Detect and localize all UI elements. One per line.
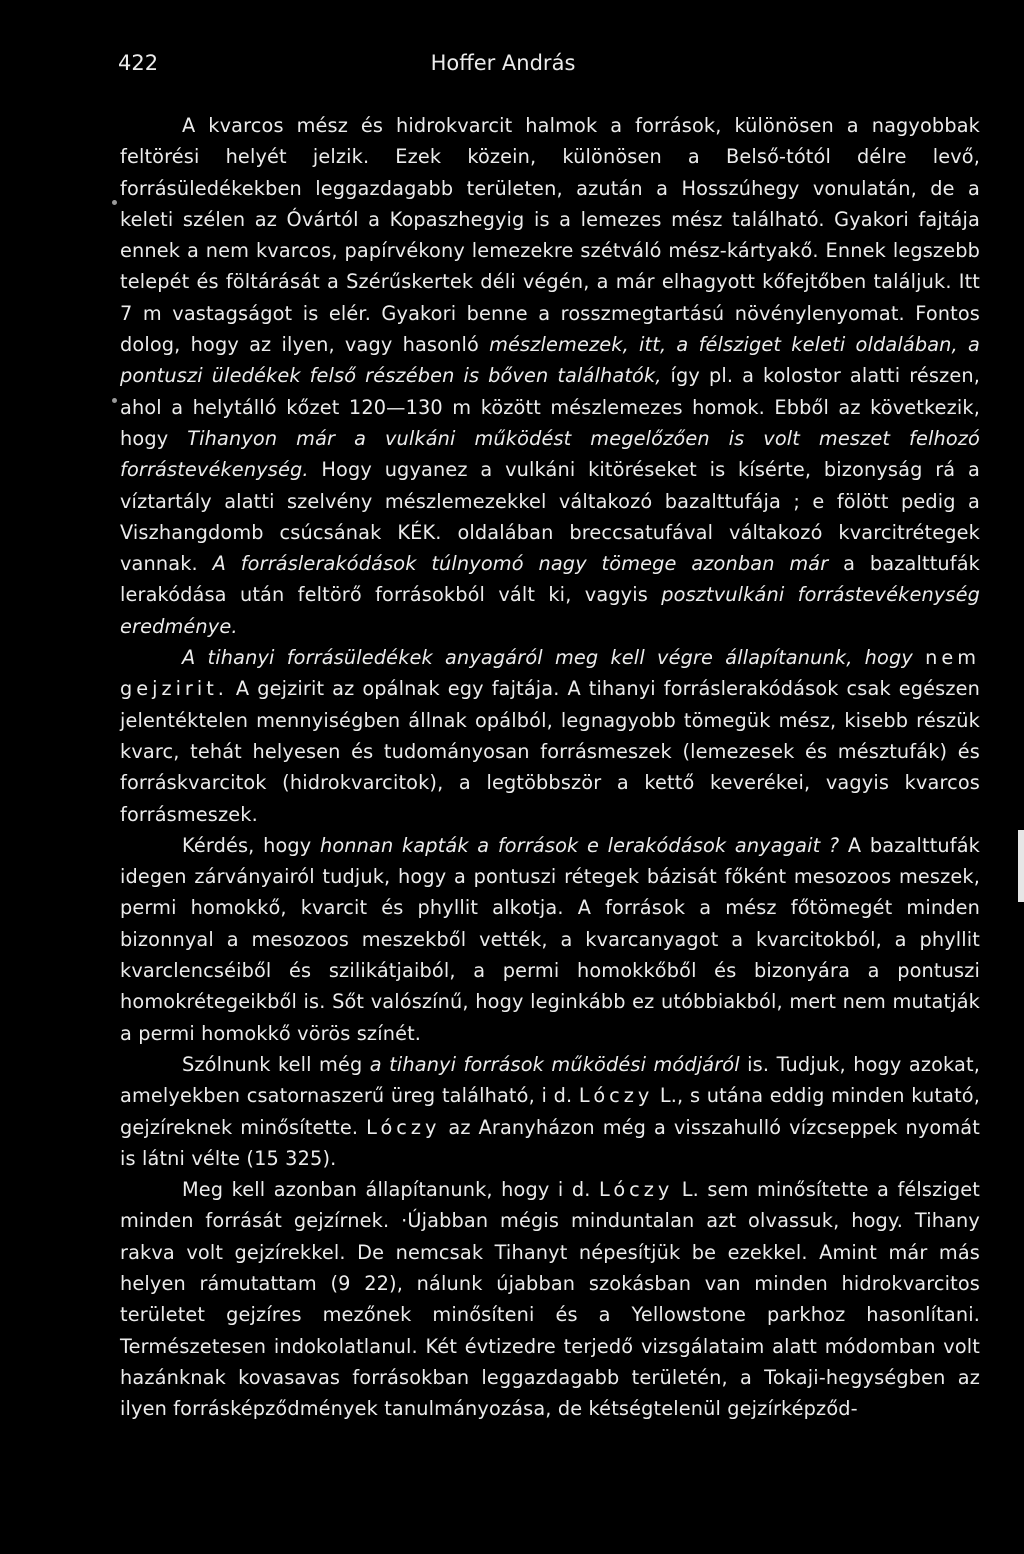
scan-edge-mark <box>1018 830 1024 902</box>
text-run: a bazalttufák lerakódása után feltörő forrásokból vált ki, vagyis <box>120 552 980 607</box>
italic-run: A tihanyi forrásüledékek anyagáról meg kell végre állapítanunk, hogy <box>182 646 926 670</box>
scan-speck <box>112 200 117 205</box>
spaced-run: Lóczy <box>598 1178 674 1202</box>
text-run: A kvarcos mész és hidrokvarcit halmok a források, különösen a nagyobbak feltörési helyét jelzik. Ezek közein, különösen a Belső-tótól délre levő, forrásüledékekben leggazdagabb területen, azután a Hosszúhegy vonulatán, de a keleti szélen az Óvártól a Kopaszhegyig is a lemezes mész található. Gyakori fajtája ennek a nem kvarcos, papírvékony lemezekre szétváló mész-kártyakő. Ennek legszebb telepét és föltárását a Szérűskertek déli végén, a már elhagyott kőfejtőben találjuk. Itt 7 m vastagságot is elér. Gyakori benne a rosszmegtartású növénylenyomat. Fontos dolog, hogy az ilyen, vagy hasonló <box>120 114 980 357</box>
text-run: A bazalttufák idegen zárványairól tudjuk, hogy a pontuszi rétegek bázisát főként mesozoos meszek, permi homokkő, kvarcit és phyllit alkotja. A források a mész főtömegét minden bizonnyal a mesozoos meszekből vették, a kvarcanyagot a kvarcitokból, a phyllit kvarclencséiből és szilikátjaiból, a permi homokkőből és bizonyára a pontuszi homokrétegeikből is. Sőt valószínű, hogy leginkább ez utóbbiakból, mert nem mutatják a permi homokkő vörös színét. <box>120 833 980 1045</box>
italic-run: A forráslerakódások túlnyomó nagy tömege azonban már <box>212 552 829 576</box>
page-header <box>118 48 888 80</box>
running-head: Hoffer András <box>430 51 576 75</box>
italic-run: Tihanyon már a vulkáni működést megelőzően is volt meszet felhozó forrástevékenység. <box>120 426 980 482</box>
paragraph <box>120 1174 980 1424</box>
body-text <box>120 110 980 1424</box>
spaced-run: Lóczy <box>578 1084 654 1108</box>
italic-run: honnan kapták a források e lerakódások anyagait ? <box>319 833 840 857</box>
text-run: A gejzirit az opálnak egy fajtája. A tihanyi forráslerakódások csak egészen jelentéktelen mennyiségben állnak opálból, legnagyobb tömegük mész, kisebb részük kvarc, tehát helyesen és tudományosan forrásmeszek (lemezesek és mésztufák) és forráskvarcitok (hidrokvarcitok), a legtöbbször a kettő keverékei, vagyis kvarcos forrásmeszek. <box>120 677 980 826</box>
scan-speck <box>112 398 117 403</box>
text-run: is. Tudjuk, hogy azokat, amelyekben csatornaszerű üreg található, i d. <box>120 1052 980 1108</box>
spaced-run: Lóczy <box>366 1115 441 1139</box>
page-number: 422 <box>118 51 159 75</box>
italic-run: mészlemezek, itt, a félsziget keleti oldalában, a pontuszi üledékek felső részében is bőven találhatók, <box>120 333 980 388</box>
paragraph <box>120 830 980 1049</box>
italic-run: a tihanyi források működési módjáról <box>369 1052 740 1076</box>
text-run: Szólnunk kell még <box>182 1052 370 1076</box>
text-run: Kérdés, hogy <box>182 833 320 857</box>
paragraph <box>120 110 980 642</box>
italic-run: posztvulkáni forrástevékenység eredménye. <box>120 583 980 638</box>
spaced-run: nem gejzirit. <box>120 646 980 701</box>
text-run: L., s utána eddig minden kutató, gejzíreknek minősítette. <box>120 1084 980 1139</box>
paragraph <box>120 642 980 830</box>
text-run: az Aranyházon még a visszahulló vízcseppek nyomát is látni vélte (15 325). <box>120 1115 980 1170</box>
text-run: Meg kell azonban állapítanunk, hogy i d. <box>182 1178 599 1202</box>
text-run: így pl. a kolostor alatti részen, ahol a helytálló kőzet 120—130 m között mészlemezes homok. Ebből az következik, hogy <box>120 364 981 450</box>
text-run: Hogy ugyanez a vulkáni kitöréseket is kísérte, bizonyság rá a víztartály alatti szelvény mészlemezekkel váltakozó bazalttufája ; e fölött pedig a Viszhangdomb csúcsának KÉK. oldalában breccsatufával váltakozó kvarcitrétegek vannak. <box>120 458 980 576</box>
paragraph <box>120 1049 980 1174</box>
text-run: L. sem minősítette a félsziget minden forrását gejzírnek. ·Újabban mégis minduntalan azt olvassuk, hogy. Tihany rakva volt gejzírekkel. De nemcsak Tihanyt népesítjük be ezekkel. Amint már más helyen rámutattam (9 22), nálunk újabban szokásban van minden hidrokvarcitos területet gejzíres mezőnek minősíteni és a Yellowstone parkhoz hasonlítani. Természetesen indokolatlanul. Két évtizedre terjedő vizsgálataim alatt módomban volt hazánknak kovasavas forrásokban leggazdagabb területén, a Tokaji-hegységben az ilyen forrásképződmények tanulmányozása, de kétségtelenül gejzírképződ- <box>120 1178 980 1421</box>
